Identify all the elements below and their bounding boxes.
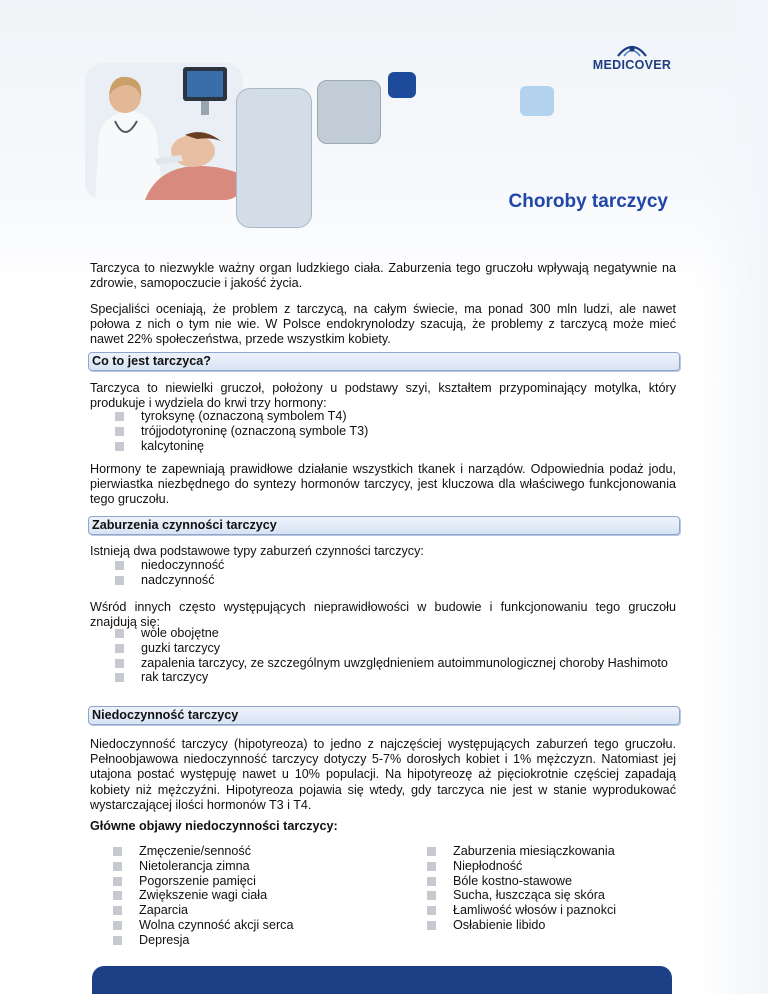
list-item: Nietolerancja zimna	[113, 859, 403, 874]
right-edge-fade	[698, 0, 768, 994]
bullet-icon	[115, 673, 124, 682]
section2-paragraph-2: Wśród innych często występujących nieprawidłowości w budowie i funkcjonowaniu tego gruczołu znajdują się:	[90, 600, 676, 630]
bullet-icon	[115, 644, 124, 653]
bullet-icon	[427, 891, 436, 900]
abnormalities-list	[115, 626, 675, 685]
list-item: Zaburzenia miesiączkowania	[427, 844, 677, 859]
section1-paragraph-1: Tarczyca to niewielki gruczoł, położony u podstawy szyi, kształtem przypominający motylka, który produkuje i wydziela do krwi trzy hormony:	[90, 381, 676, 411]
intro-paragraph-1: Tarczyca to niezwykle ważny organ ludzkiego ciała. Zaburzenia tego gruczołu wpływają negatywnie na zdrowie, samopoczucie i jakość życia.	[90, 261, 676, 291]
section1-paragraph-2: Hormony te zapewniają prawidłowe działanie wszystkich tkanek i narządów. Odpowiednia podaż jodu, pierwiastka niezbędnego do syntezy hormonów tarczycy, jest kluczowa dla właściwego funkcjonowania tego gruczołu.	[90, 462, 676, 507]
decor-square-gray	[317, 80, 381, 144]
hormone-list	[115, 409, 675, 453]
section-heading-thyroid-disorders: Zaburzenia czynności tarczycy	[92, 518, 277, 532]
list-item: Pogorszenie pamięci	[113, 874, 403, 889]
medicover-logo	[580, 36, 684, 76]
list-item: Zaparcia	[113, 903, 403, 918]
bullet-icon	[113, 921, 122, 930]
bullet-icon	[427, 847, 436, 856]
list-item: Łamliwość włosów i paznokci	[427, 903, 677, 918]
logo-wordmark: MEDICOVER	[592, 58, 672, 72]
page-title: Choroby tarczycy	[508, 191, 668, 212]
bullet-icon	[113, 847, 122, 856]
decor-square-light-blue	[520, 86, 554, 116]
section-heading-bar	[88, 352, 680, 371]
list-item: trójjodotyroninę (oznaczoną symbole T3)	[115, 424, 675, 439]
bullet-icon	[115, 659, 124, 668]
list-item: Wolna czynność akcji serca	[113, 918, 403, 933]
decor-square-navy	[388, 72, 416, 98]
section-heading-bar	[88, 516, 680, 535]
intro-paragraph-2: Specjaliści oceniają, że problem z tarczycą, na całym świecie, ma ponad 300 mln ludzi, ale nawet połowa z nich o tym nie wie. W Polsce endokrynolodzy szacują, że problemy z tarczycą może mieć nawet 22% społeczeństwa, przede wszystkim kobiety.	[90, 302, 676, 347]
symptoms-list-left	[113, 844, 403, 948]
list-item: Osłabienie libido	[427, 918, 677, 933]
list-item: kalcytoninę	[115, 439, 675, 454]
section2-paragraph-1: Istnieją dwa podstawowe typy zaburzeń czynności tarczycy:	[90, 544, 424, 558]
ultrasound-exam-illustration	[85, 63, 243, 200]
bullet-icon	[115, 412, 124, 421]
disorder-types-list	[115, 558, 675, 588]
section-heading-bar	[88, 706, 680, 725]
bullet-icon	[115, 629, 124, 638]
list-item: Zmęczenie/senność	[113, 844, 403, 859]
bullet-icon	[427, 877, 436, 886]
medicover-logo-icon	[580, 36, 684, 60]
bullet-icon	[427, 906, 436, 915]
bullet-icon	[113, 906, 122, 915]
section3-paragraph-1: Niedoczynność tarczycy (hipotyreoza) to jedno z najczęściej występujących zaburzeń tego gruczołu. Pełnoobjawowa niedoczynność tarczycy dotyczy 5-7% dorosłych kobiet i 1% mężczyzn. Natomiast jej utajona postać występuję nawet u 10% populacji. Na hipotyreozę aż pięciokrotnie częściej zapadają kobiety niż mężczyźni. Hipotyreoza pojawia się wtedy, gdy tarczyca nie jest w stanie wyprodukować wystarczającej ilości hormonów T3 i T4.	[90, 737, 676, 812]
bullet-icon	[113, 936, 122, 945]
footer-bar	[92, 966, 672, 994]
bullet-icon	[113, 862, 122, 871]
list-item: Sucha, łuszcząca się skóra	[427, 888, 677, 903]
list-item: Bóle kostno-stawowe	[427, 874, 677, 889]
list-item: niedoczynność	[115, 558, 675, 573]
bullet-icon	[427, 921, 436, 930]
symptoms-list-right	[427, 844, 677, 933]
list-item: Depresja	[113, 933, 403, 948]
list-item: rak tarczycy	[115, 670, 675, 685]
list-item: wole obojętne	[115, 626, 675, 641]
list-item: Niepłodność	[427, 859, 677, 874]
bullet-icon	[427, 862, 436, 871]
list-item: Zwiększenie wagi ciała	[113, 888, 403, 903]
bullet-icon	[115, 561, 124, 570]
bullet-icon	[115, 442, 124, 451]
list-item: guzki tarczycy	[115, 641, 675, 656]
list-item: tyroksynę (oznaczoną symbolem T4)	[115, 409, 675, 424]
bullet-icon	[113, 891, 122, 900]
symptoms-heading: Główne objawy niedoczynności tarczycy:	[90, 819, 338, 833]
bullet-icon	[113, 877, 122, 886]
bullet-icon	[115, 427, 124, 436]
section-heading-what-is-thyroid: Co to jest tarczyca?	[92, 354, 211, 368]
decor-square-gray-large	[236, 88, 312, 228]
list-item: nadczynność	[115, 573, 675, 588]
list-item: zapalenia tarczycy, ze szczególnym uwzględnieniem autoimmunologicznej choroby Hashimoto	[115, 656, 675, 671]
header-photo	[85, 63, 243, 200]
section-heading-hypothyroidism: Niedoczynność tarczycy	[92, 708, 239, 722]
bullet-icon	[115, 576, 124, 585]
